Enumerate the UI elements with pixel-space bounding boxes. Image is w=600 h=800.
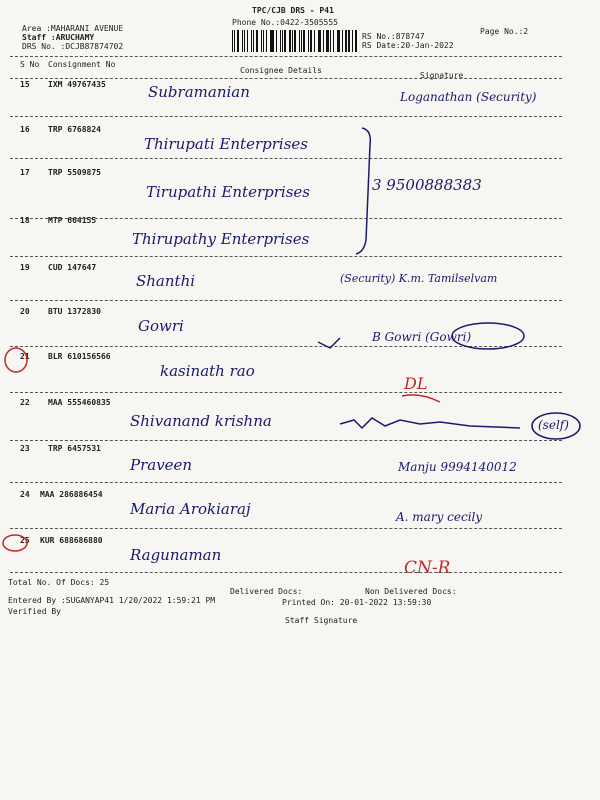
- rs-number: RS No.:878747: [362, 32, 425, 41]
- signature-scribble: [340, 418, 520, 428]
- column-sno: S No: [20, 60, 40, 69]
- row-sno: 22: [20, 398, 30, 407]
- row-consignment: MAA 286886454: [40, 490, 103, 499]
- printed-on: Printed On: 20-01-2022 13:59:30: [282, 598, 432, 607]
- red-circle-25: [3, 535, 27, 551]
- circle-self: [532, 413, 580, 439]
- row-consignee: Praveen: [130, 456, 193, 474]
- row-consignee: Subramanian: [148, 83, 250, 101]
- drs-number: DRS No. :DCJB87874702: [22, 42, 124, 51]
- rs-date: RS Date:20-Jan-2022: [362, 41, 454, 50]
- row-consignment: TRP 5509875: [48, 168, 101, 177]
- total-docs: Total No. Of Docs: 25: [8, 578, 110, 587]
- row-consignee: Tirupathi Enterprises: [146, 183, 310, 201]
- staff-signature: Staff Signature: [285, 616, 358, 625]
- red-circle-21: [5, 348, 27, 372]
- row-consignment: BLR 610156566: [48, 352, 111, 361]
- row-consignee: Thirupati Enterprises: [144, 135, 308, 153]
- verified-by: Verified By: [8, 607, 61, 616]
- entered-by: Entered By :SUGANYAP41 1/20/2022 1:59:21 PM: [8, 596, 216, 605]
- row-consignee: Maria Arokiaraj: [130, 500, 251, 518]
- row-sno: 23: [20, 444, 30, 453]
- row-sno: 15: [20, 80, 30, 89]
- row-consignee: Thirupathy Enterprises: [132, 230, 310, 248]
- row-sno: 24: [20, 490, 30, 499]
- column-consignee: Consignee Details: [240, 66, 322, 75]
- row-sno: 17: [20, 168, 30, 177]
- row-consignee: Shivanand krishna: [130, 412, 272, 430]
- page-number: Page No.:2: [480, 27, 529, 36]
- row-signature: CN-R: [404, 558, 451, 578]
- row-sno: 16: [20, 125, 30, 134]
- row-sno: 25: [20, 536, 30, 545]
- row-sno: 19: [20, 263, 30, 272]
- row-consignment: IXM 49767435: [48, 80, 106, 89]
- row-consignment: TRP 6768824: [48, 125, 101, 134]
- non-delivered-docs: Non Delivered Docs:: [365, 587, 457, 596]
- column-consignment: Consignment No: [48, 60, 116, 69]
- row-consignee: kasinath rao: [160, 362, 255, 380]
- bracket-mark: [356, 128, 370, 254]
- row-signature: A. mary cecily: [396, 510, 483, 524]
- column-signature: Signature: [420, 71, 464, 80]
- row-consignment: CUD 147647: [48, 263, 97, 272]
- area-label: Area :MAHARANI AVENUE: [22, 24, 124, 33]
- red-scribble: [402, 395, 440, 402]
- row-consignment: MAA 555460835: [48, 398, 111, 407]
- row-consignee: Ragunaman: [130, 546, 222, 564]
- circle-gowri: [452, 323, 524, 349]
- row-signature: (self): [538, 418, 569, 432]
- tick-mark: [318, 338, 340, 348]
- row-signature: 3 9500888383: [372, 176, 482, 194]
- row-consignee: Shanthi: [136, 272, 196, 290]
- delivered-docs: Delivered Docs:: [230, 587, 303, 596]
- row-signature: Manju 9994140012: [398, 460, 517, 474]
- row-sno: 18: [20, 216, 30, 225]
- row-consignment: BTU 1372830: [48, 307, 101, 316]
- row-consignment: MTP 664155: [48, 216, 97, 225]
- row-signature: (Security) K.m. Tamilselvam: [340, 272, 498, 285]
- staff-label: Staff :ARUCHAMY: [22, 33, 95, 42]
- row-sno: 21: [20, 352, 30, 361]
- row-consignment: KUR 688686880: [40, 536, 103, 545]
- row-sno: 20: [20, 307, 30, 316]
- row-signature: Loganathan (Security): [400, 90, 537, 104]
- phone-number: Phone No.:0422-3505555: [232, 18, 338, 27]
- row-signature: B Gowri (Gowri): [372, 330, 472, 344]
- row-consignment: TRP 6457531: [48, 444, 101, 453]
- document-title: TPC/CJB DRS - P41: [252, 6, 334, 15]
- row-signature: DL: [404, 374, 428, 393]
- row-consignee: Gowri: [138, 317, 184, 335]
